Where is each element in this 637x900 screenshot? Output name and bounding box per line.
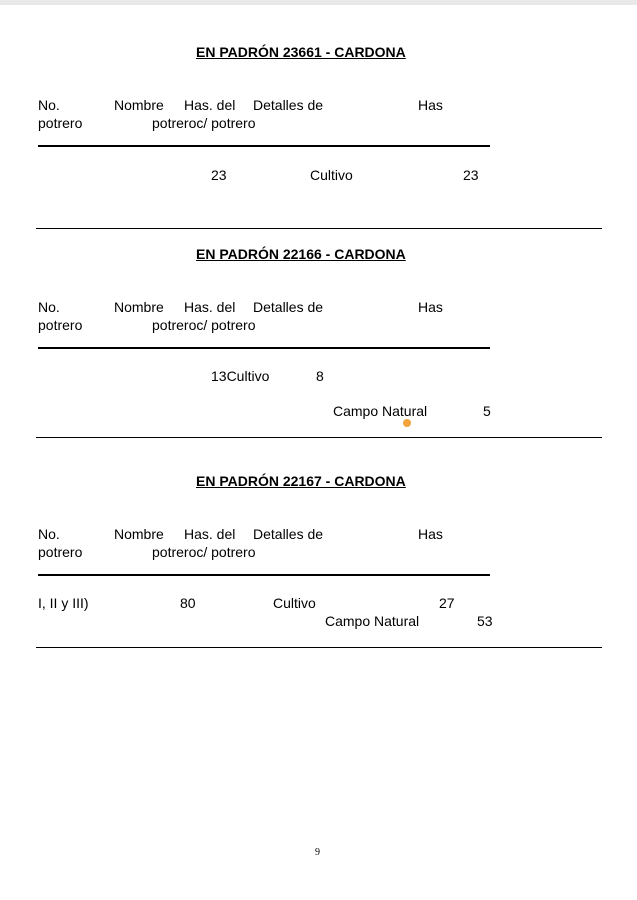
section-title: EN PADRÓN 22167 - CARDONA bbox=[196, 473, 406, 489]
header-has: Has bbox=[418, 299, 443, 315]
header-rule bbox=[38, 574, 490, 576]
header-potreroc: potreroc/ potrero bbox=[152, 115, 256, 131]
cell-detalle: Cultivo bbox=[273, 595, 316, 611]
header-rule bbox=[38, 145, 490, 147]
cell-detalle: Cultivo bbox=[310, 167, 353, 183]
header-detalles: Detalles de bbox=[253, 299, 324, 315]
header-potreroc: potreroc/ potrero bbox=[152, 317, 256, 333]
header-detalles: Detalles de bbox=[253, 97, 324, 113]
section-divider bbox=[36, 437, 602, 438]
header-rule bbox=[38, 347, 490, 349]
cell-has: 8 bbox=[316, 368, 324, 384]
section-divider bbox=[36, 228, 602, 229]
header-has: Has bbox=[418, 97, 443, 113]
section-title: EN PADRÓN 22166 - CARDONA bbox=[196, 246, 406, 262]
cell-has: 27 bbox=[439, 595, 455, 611]
cell-has: 53 bbox=[477, 613, 493, 629]
top-edge-bar bbox=[0, 0, 637, 5]
header-has: Has bbox=[418, 526, 443, 542]
cell-detalle: Campo Natural bbox=[325, 613, 420, 629]
header-potreroc: potreroc/ potrero bbox=[152, 544, 256, 560]
page-number: 9 bbox=[315, 847, 320, 858]
section-title: EN PADRÓN 23661 - CARDONA bbox=[196, 44, 406, 60]
cell-has-del-detalle: 13Cultivo bbox=[211, 368, 270, 384]
header-no: No. bbox=[38, 97, 60, 113]
header-nombre: Nombre bbox=[114, 526, 164, 542]
header-no: No. bbox=[38, 299, 60, 315]
header-no: No. bbox=[38, 526, 60, 542]
header-has-del: Has. del bbox=[184, 97, 236, 113]
header-detalles: Detalles de bbox=[253, 526, 324, 542]
cell-has: 5 bbox=[483, 403, 491, 419]
cell-has-del: 80 bbox=[180, 595, 196, 611]
header-has-del: Has. del bbox=[184, 299, 236, 315]
header-potrero: potrero bbox=[38, 115, 83, 131]
section-divider bbox=[36, 647, 602, 648]
cell-no: I, II y III) bbox=[38, 595, 89, 611]
header-nombre: Nombre bbox=[114, 299, 164, 315]
accent-dot bbox=[403, 419, 411, 427]
cell-has: 23 bbox=[463, 167, 479, 183]
cell-has-del: 23 bbox=[211, 167, 227, 183]
header-nombre: Nombre bbox=[114, 97, 164, 113]
cell-detalle: Campo Natural bbox=[333, 403, 428, 419]
header-has-del: Has. del bbox=[184, 526, 236, 542]
header-potrero: potrero bbox=[38, 317, 83, 333]
header-potrero: potrero bbox=[38, 544, 83, 560]
